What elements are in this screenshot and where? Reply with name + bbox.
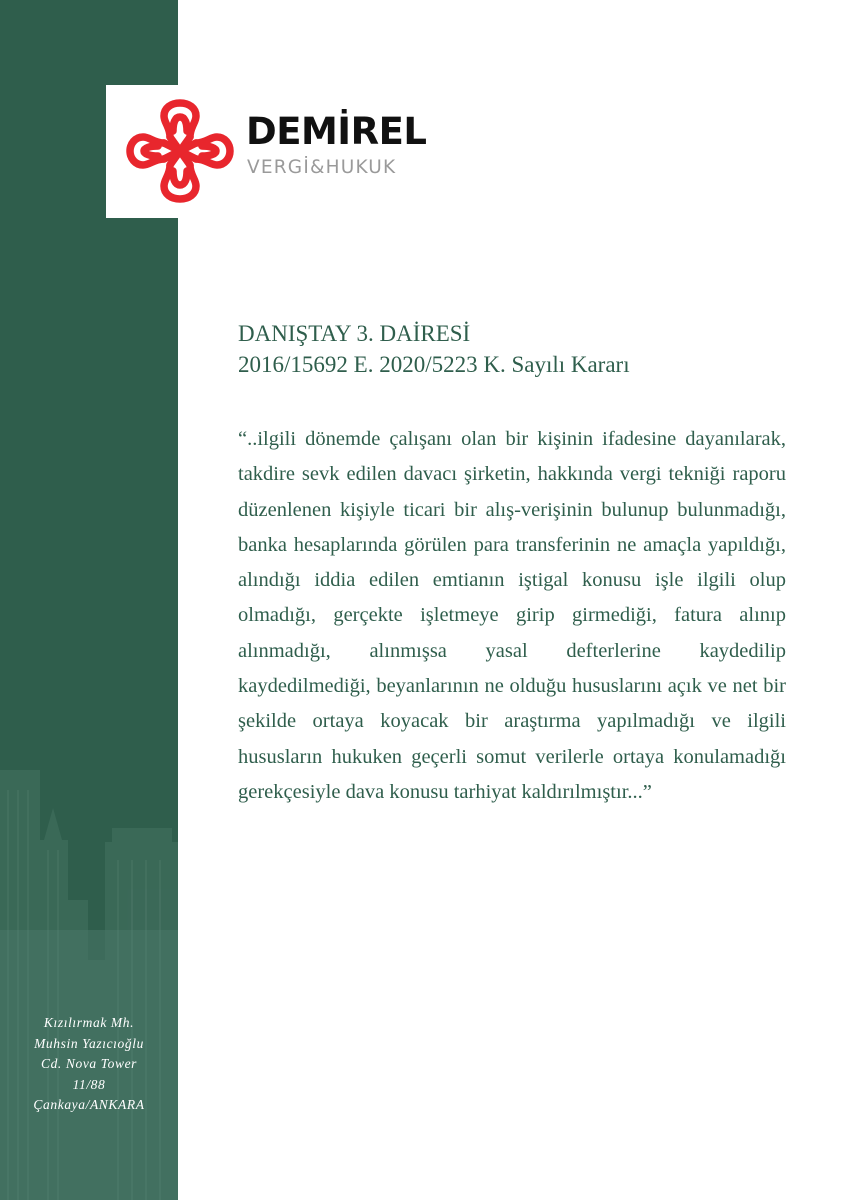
address-block: [0, 1013, 178, 1116]
logo-card: [106, 85, 433, 218]
brand-subtitle: VERGİ&HUKUK: [247, 157, 397, 178]
decision-title: [238, 318, 798, 380]
knot-logo-icon: [126, 99, 234, 203]
decision-number: 2016/15692 E. 2020/5223 K. Sayılı Kararı: [238, 352, 630, 377]
address-line: Cd. Nova Tower: [40, 1056, 138, 1071]
address-line: Kızılırmak Mh.: [43, 1015, 135, 1030]
address-line: Muhsin Yazıcıoğlu: [34, 1035, 144, 1051]
address-line: Çankaya/ANKARA: [33, 1097, 145, 1112]
brand-name: DEMİREL: [246, 110, 427, 153]
court-name: DANIŞTAY 3. DAİRESİ: [238, 321, 471, 346]
address-line: 11/88: [72, 1076, 106, 1092]
decision-quote: “..ilgili dönemde çalışanı olan bir kişinin ifadesine dayanılarak, takdire sevk edilen davacı şirketin, hakkında vergi tekniği raporu düzenlenen kişiyle ticari bir alış-verişinin bulunup bulunmadığı, banka hesaplarında görülen para transferinin ne amaçla yapıldığı, alındığı iddia edilen emtianın iştigal konusu işle ilgili olup olmadığı, gerçekte işletmeye girip girmediği, fatura alınıp alınmadığı, alınmışsa yasal defterlerine kaydedilip kaydedilmediği, beyanlarının ne olduğu hususlarını açık ve net bir şekilde ortaya koyacak bir araştırma yapılmadığı ve ilgili hususların hukuken geçerli somut verilerle ortaya konulamadığı gerekçesiyle dava konusu tarhiyat kaldırılmıştır...”: [238, 428, 786, 803]
